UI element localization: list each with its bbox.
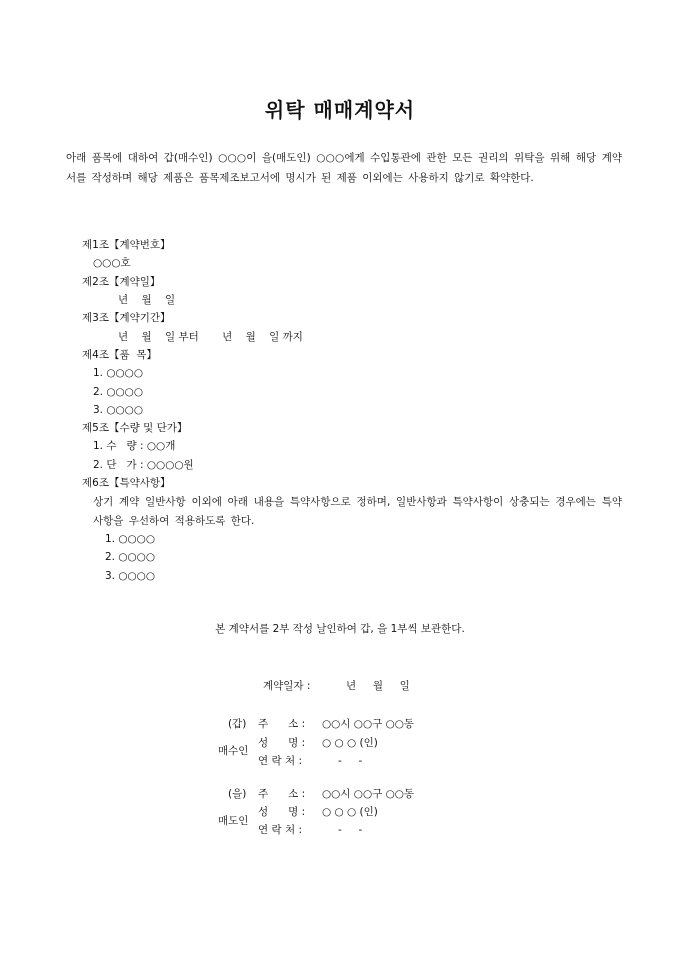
article-2-heading: 제2조【계약일】 — [82, 276, 161, 288]
article-2-body: 년 월 일 — [118, 294, 176, 306]
party-role: 매도인 — [218, 815, 249, 827]
address-value: ○○시 ○○구 ○○동 — [322, 718, 415, 730]
address-label: 주 소 : — [258, 718, 306, 730]
list-item: 1. ○○○○ — [93, 367, 144, 379]
article-3-body: 년 월 일 부터 년 월 일 까지 — [118, 331, 303, 343]
address-value: ○○시 ○○구 ○○동 — [322, 788, 415, 800]
name-label: 성 명 : — [258, 737, 306, 749]
party-tag: (을) — [228, 788, 247, 800]
contact-label: 연 락 처 : — [258, 755, 302, 767]
article-5-heading: 제5조【수량 및 단가】 — [82, 422, 188, 434]
name-value: ○ ○ ○ (인) — [322, 806, 378, 818]
article-3-heading: 제3조【계약기간】 — [82, 312, 171, 324]
party-tag: (갑) — [228, 718, 247, 730]
article-1-heading: 제1조【계약번호】 — [82, 239, 171, 251]
party-role: 매수인 — [218, 745, 249, 757]
closing-statement: 본 계약서를 2부 작성 날인하여 갑, 을 1부씩 보관한다. — [215, 623, 465, 635]
article-4-heading: 제4조【품 목】 — [82, 349, 157, 361]
list-item: 2. 단 가 : ○○○○원 — [93, 459, 194, 471]
name-label: 성 명 : — [258, 806, 306, 818]
list-item: 1. 수 량 : ○○개 — [93, 440, 176, 452]
name-value: ○ ○ ○ (인) — [322, 737, 378, 749]
list-item: 1. ○○○○ — [105, 533, 156, 545]
contract-date-label: 계약일자 : — [263, 680, 311, 692]
intro-paragraph: 아래 품목에 대하여 갑(매수인) ○○○이 을(매도인) ○○○에게 수입통관에 관한 모든 권리의 위탁을 위해 해당 계약서를 작성하며 해당 제품은 품목제조보고서에 명시가 된 제품 이외에는 사용하지 않기로 확약한다. — [66, 152, 622, 184]
list-item: 3. ○○○○ — [105, 570, 156, 582]
list-item: 2. ○○○○ — [93, 386, 144, 398]
article-6-heading: 제6조【특약사항】 — [82, 477, 171, 489]
address-label: 주 소 : — [258, 788, 306, 800]
contract-date-value: 년 월 일 — [346, 680, 410, 692]
list-item: 2. ○○○○ — [105, 551, 156, 563]
article-1-body: ○○○호 — [93, 257, 131, 269]
contact-value: - - — [338, 824, 363, 836]
contact-label: 연 락 처 : — [258, 824, 302, 836]
contact-value: - - — [338, 755, 363, 767]
document-title: 위탁 매매계약서 — [264, 98, 416, 122]
article-6-body: 상기 계약 일반사항 이외에 아래 내용을 특약사항으로 정하며, 일반사항과 특약사항이 상충되는 경우에는 특약사항을 우선하여 적용하도록 한다. — [93, 496, 622, 527]
list-item: 3. ○○○○ — [93, 404, 144, 416]
